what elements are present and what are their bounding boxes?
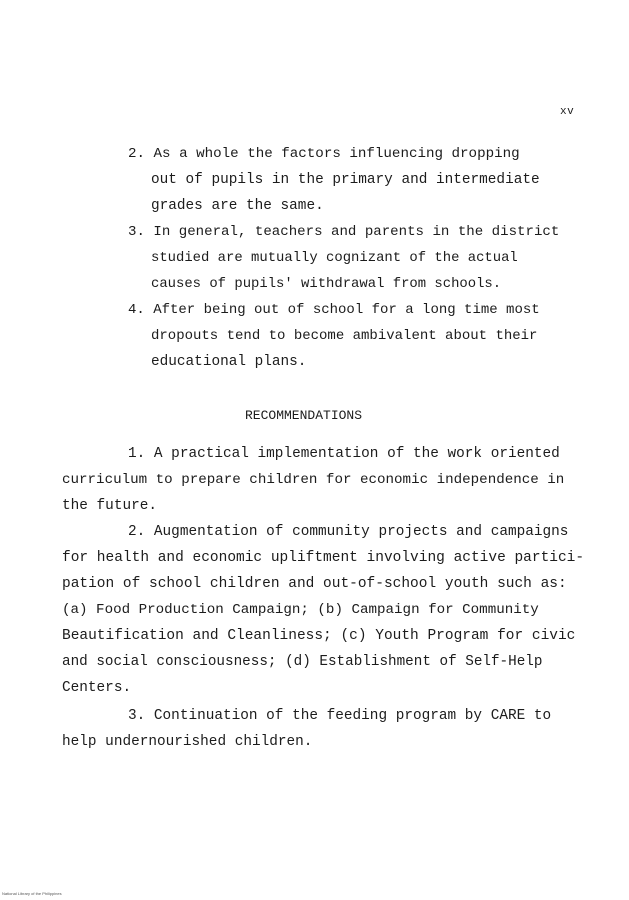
recommendation-2-line-1: 2. Augmentation of community projects and campaigns: [128, 524, 569, 540]
recommendations-heading: RECOMMENDATIONS: [245, 408, 363, 423]
finding-3-line-3: causes of pupils' withdrawal from schools.: [151, 276, 502, 292]
recommendation-2-line-4: (a) Food Production Campaign; (b) Campaign for Community: [62, 602, 539, 618]
recommendation-2-line-5: Beautification and Cleanliness; (c) Youth Program for civic: [62, 628, 576, 644]
recommendation-2-line-3: pation of school children and out-of-school youth such as:: [62, 576, 567, 592]
recommendation-2-line-6: and social consciousness; (d) Establishment of Self-Help: [62, 654, 543, 670]
library-footer: National Library of the Philippines: [2, 891, 62, 896]
finding-2-line-3: grades are the same.: [151, 198, 324, 214]
finding-4-line-1: 4. After being out of school for a long time most: [128, 302, 540, 318]
recommendation-1-line-3: the future.: [62, 498, 157, 514]
finding-2-line-2: out of pupils in the primary and intermediate: [151, 172, 540, 188]
finding-4-line-2: dropouts tend to become ambivalent about their: [151, 328, 538, 344]
recommendation-1-line-1: 1. A practical implementation of the work oriented: [128, 446, 560, 462]
recommendation-3-line-2: help undernourished children.: [62, 734, 313, 750]
recommendation-2-line-2: for health and economic upliftment involving active partici-: [62, 550, 585, 566]
page-number: xv: [560, 106, 575, 118]
finding-3-line-2: studied are mutually cognizant of the actual: [151, 250, 518, 266]
finding-3-line-1: 3. In general, teachers and parents in the district: [128, 224, 560, 240]
recommendation-3-line-1: 3. Continuation of the feeding program by CARE to: [128, 708, 552, 724]
recommendation-2-line-7: Centers.: [62, 680, 132, 696]
finding-2-line-1: 2. As a whole the factors influencing dropping: [128, 146, 520, 162]
recommendation-1-line-2: curriculum to prepare children for economic independence in: [62, 472, 565, 488]
finding-4-line-3: educational plans.: [151, 354, 307, 370]
